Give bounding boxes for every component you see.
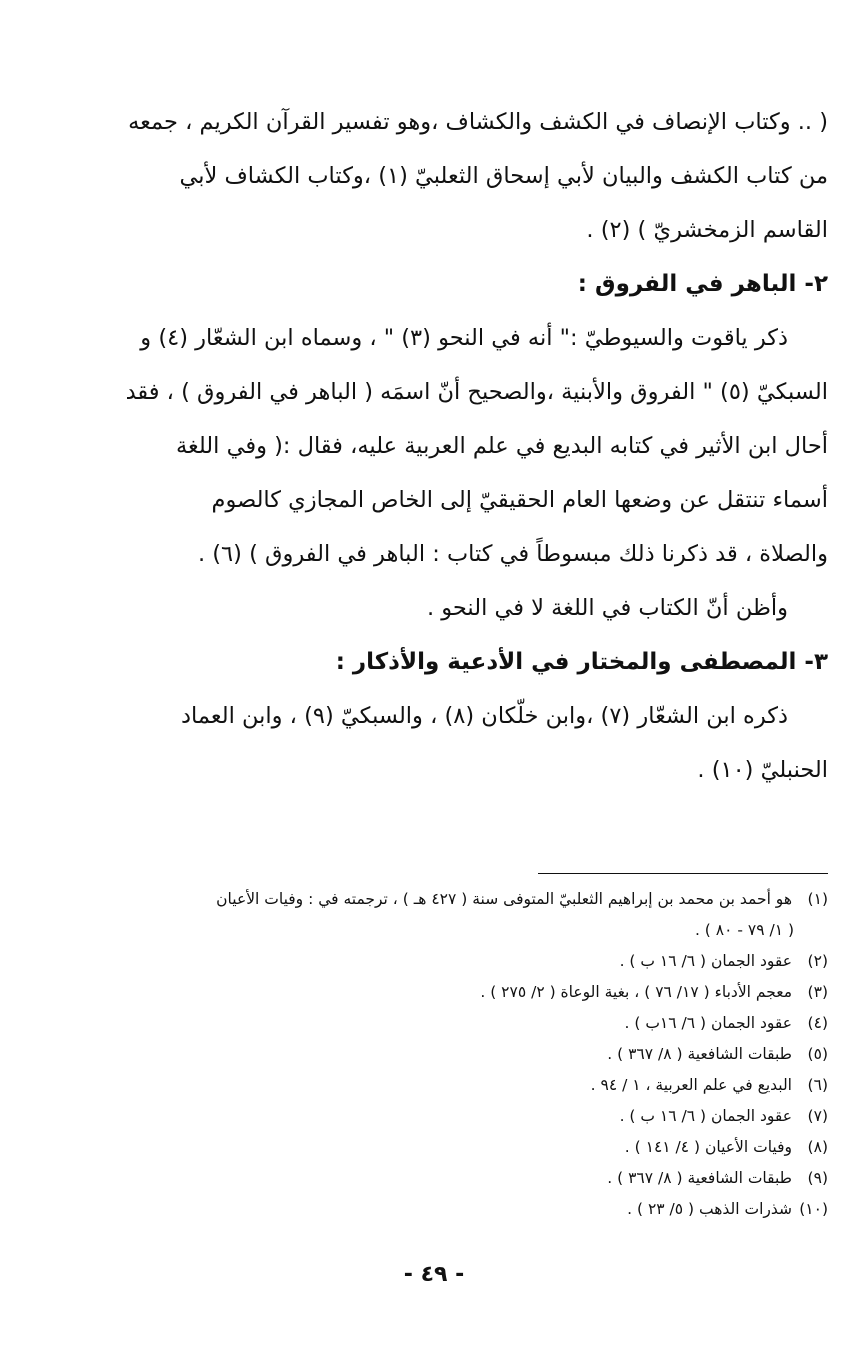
body-line: ذكره ابن الشعّار (٧) ،وابن خلّكان (٨) ، والسبكيّ (٩) ، وابن العماد bbox=[181, 703, 788, 729]
section-heading-bahir: ٢- الباهر في الفروق : bbox=[577, 271, 828, 297]
footnote-item bbox=[68, 1070, 828, 1101]
body-line: أسماء تنتقل عن وضعها العام الحقيقيّ إلى الخاص المجازي كالصوم bbox=[211, 487, 828, 513]
footnote-divider bbox=[538, 873, 828, 874]
footnote-item bbox=[68, 1008, 828, 1039]
section-heading-mustafa: ٣- المصطفى والمختار في الأدعية والأذكار : bbox=[335, 649, 828, 675]
footnote-number: (٣) bbox=[807, 983, 828, 1001]
body-line: السبكيّ (٥) " الفروق والأبنية ،والصحيح أنّ اسمَه ( الباهر في الفروق ) ، فقد bbox=[125, 379, 828, 405]
footnote-number: (٧) bbox=[807, 1107, 828, 1125]
page-number: - ٤٩ - bbox=[403, 1262, 465, 1287]
footnote-text: معجم الأدباء ( ١٧/ ٧٦ ) ، بغية الوعاة ( ٢/ ٢٧٥ ) . bbox=[480, 983, 792, 1001]
body-line: أحال ابن الأثير في كتابه البديع في علم العربية عليه، فقال :( وفي اللغة bbox=[175, 433, 828, 459]
footnote-number: (٦) bbox=[807, 1076, 828, 1094]
body-line: ( .. وكتاب الإنصاف في الكشف والكشاف ،وهو تفسير القرآن الكريم ، جمعه bbox=[128, 109, 828, 135]
footnote-text: عقود الجمان ( ٦/ ١٦ب ) . bbox=[624, 1014, 792, 1032]
footnote-text: هو أحمد بن محمد بن إبراهيم الثعلبيّ المتوفى سنة ( ٤٢٧ هـ ) ، ترجمته في : وفيات الأعيان bbox=[216, 890, 792, 908]
body-line: والصلاة ، قد ذكرنا ذلك مبسوطاً في كتاب : الباهر في الفروق ) (٦) . bbox=[197, 541, 828, 567]
footnote-continuation: ( ١/ ٧٩ - ٨٠ ) . bbox=[694, 921, 794, 939]
footnote-number: (١) bbox=[807, 890, 828, 908]
footnote-item bbox=[68, 1194, 828, 1225]
footnote-number: (١٠) bbox=[799, 1200, 828, 1218]
footnote-number: (٢) bbox=[807, 952, 828, 970]
footnote-number: (٥) bbox=[807, 1045, 828, 1063]
body-line: الحنبليّ (١٠) . bbox=[697, 757, 828, 783]
footnote-item bbox=[68, 1101, 828, 1132]
footnote-item bbox=[68, 1039, 828, 1070]
main-text bbox=[78, 95, 828, 797]
footnote-item bbox=[68, 977, 828, 1008]
footnote-number: (٩) bbox=[807, 1169, 828, 1187]
footnote-text: البديع في علم العربية ، ١ / ٩٤ . bbox=[590, 1076, 792, 1094]
footnote-text: عقود الجمان ( ٦/ ١٦ ب ) . bbox=[619, 952, 792, 970]
footnote-text: شذرات الذهب ( ٥/ ٢٣ ) . bbox=[627, 1200, 792, 1218]
footnote-text: وفيات الأعيان ( ٤/ ١٤١ ) . bbox=[624, 1138, 792, 1156]
footnote-number: (٨) bbox=[807, 1138, 828, 1156]
body-line: وأظن أنّ الكتاب في اللغة لا في النحو . bbox=[426, 595, 788, 621]
footnote-item bbox=[68, 946, 828, 977]
footnote-text: طبقات الشافعية ( ٨/ ٣٦٧ ) . bbox=[607, 1045, 792, 1063]
footnote-text: عقود الجمان ( ٦/ ١٦ ب ) . bbox=[619, 1107, 792, 1125]
body-line: ذكر ياقوت والسيوطيّ :" أنه في النحو (٣) " ، وسماه ابن الشعّار (٤) و bbox=[140, 325, 788, 351]
footnote-text: طبقات الشافعية ( ٨/ ٣٦٧ ) . bbox=[607, 1169, 792, 1187]
footnotes bbox=[68, 884, 828, 1225]
body-line: القاسم الزمخشريّ ) (٢) . bbox=[586, 217, 828, 243]
footnote-item bbox=[68, 1132, 828, 1163]
footnote-item bbox=[68, 1163, 828, 1194]
footnote-item bbox=[68, 884, 828, 915]
body-line: من كتاب الكشف والبيان لأبي إسحاق الثعلبيّ (١) ،وكتاب الكشاف لأبي bbox=[179, 163, 828, 189]
footnote-number: (٤) bbox=[807, 1014, 828, 1032]
